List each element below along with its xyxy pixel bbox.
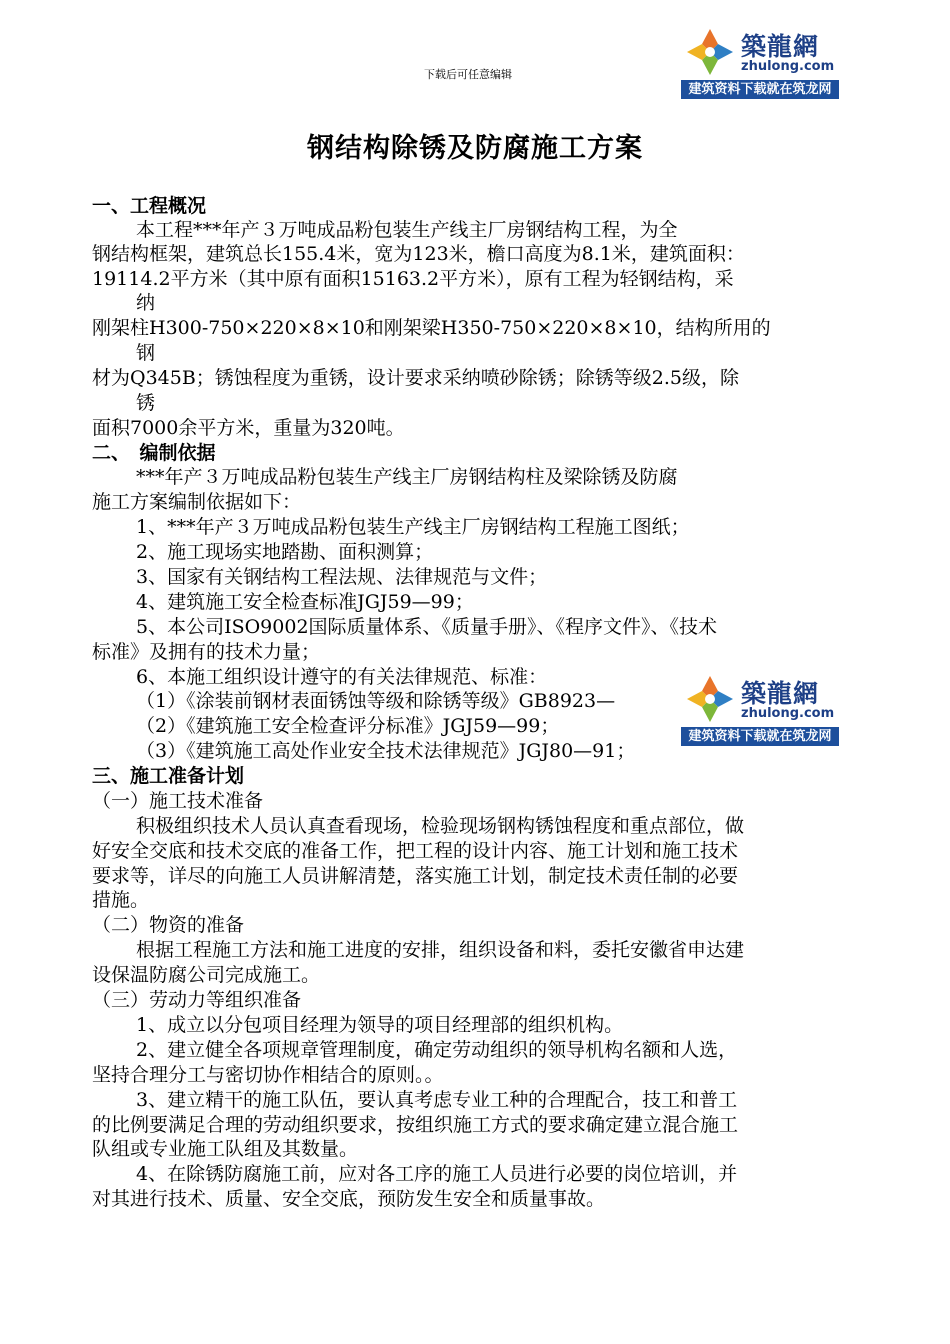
list-item: 3、建立精干的施工队伍，要认真考虑专业工种的合理配合，技工和普工 (136, 1089, 738, 1111)
list-item: 1、***年产３万吨成品粉包装生产线主厂房钢结构工程施工图纸； (136, 516, 690, 538)
paragraph-line: 根据工程施工方法和施工进度的安排，组织设备和料，委托安徽省申达建 (136, 939, 745, 961)
list-item: 标准》及拥有的技术力量； (92, 641, 321, 663)
list-item: 1、成立以分包项目经理为领导的项目经理部的组织机构。 (136, 1014, 624, 1036)
paragraph-line: 纳 (136, 292, 156, 314)
logo-zhulong (681, 670, 839, 747)
list-item: 6、本施工组织设计遵守的有关法律规范、标准： (136, 666, 548, 688)
document-title: 钢结构除锈及防腐施工方案 (307, 133, 643, 164)
list-item: 队组或专业施工队组及其数量。 (92, 1138, 359, 1160)
paragraph-line: 材为Q345B；锈蚀程度为重锈，设计要求采纳喷砂除锈；除锈等级2.5级，除 (92, 367, 740, 389)
paragraph-line: 面积7000余平方米，重量为320吨。 (92, 417, 405, 439)
section-heading: 三、施工准备计划 (92, 765, 245, 787)
logo-tagline: 建筑资料下载就在筑龙网 (681, 80, 839, 99)
paragraph-line: 19114.2平方米（其中原有面积15163.2平方米），原有工程为轻钢结构，采 (92, 268, 734, 290)
list-item: 坚持合理分工与密切协作相结合的原则。。 (92, 1064, 444, 1086)
list-item: 4、建筑施工安全检查标准JGJ59—99； (136, 591, 474, 613)
subsection-heading: （二）物资的准备 (92, 914, 245, 936)
list-item: （3）《建筑施工高处作业安全技术法律规范》JGJ80—91； (136, 740, 636, 762)
list-item: 5、本公司ISO9002国际质量体系、《质量手册》、《程序文件》、《技术 (136, 616, 718, 638)
logo-zhulong (681, 23, 839, 100)
paragraph-line: 施工方案编制依据如下： (92, 491, 302, 513)
section-heading: 一、工程概况 (92, 195, 207, 217)
zhulong-logo-icon (685, 674, 735, 724)
list-item: 2、建立健全各项规章管理制度，确定劳动组织的领导机构名额和人选， (136, 1039, 738, 1061)
paragraph-line: 钢结构框架，建筑总长155.4米，宽为123米，檐口高度为8.1米，建筑面积： (92, 243, 745, 265)
paragraph-line: 锈 (136, 392, 156, 414)
paragraph-line: 措施。 (92, 889, 150, 911)
list-item: 4、在除锈防腐施工前，应对各工序的施工人员进行必要的岗位培训，并 (136, 1163, 738, 1185)
paragraph-line: 好安全交底和技术交底的准备工作，把工程的设计内容、施工计划和施工技术 (92, 840, 739, 862)
list-item: （2）《建筑施工安全检查评分标准》JGJ59—99； (136, 715, 560, 737)
paragraph-line: ***年产３万吨成品粉包装生产线主厂房钢结构柱及梁除锈及防腐 (136, 466, 678, 488)
zhulong-logo-icon (685, 27, 735, 77)
logo-tagline: 建筑资料下载就在筑龙网 (681, 727, 839, 746)
paragraph-line: 积极组织技术人员认真查看现场，检验现场钢构锈蚀程度和重点部位，做 (136, 815, 745, 837)
paragraph-line: 设保温防腐公司完成施工。 (92, 964, 321, 986)
list-item: 的比例要满足合理的劳动组织要求，按组织施工方式的要求确定建立混合施工 (92, 1114, 739, 1136)
subsection-heading: （三）劳动力等组织准备 (92, 989, 302, 1011)
paragraph-line: 钢 (136, 342, 156, 364)
list-item: （1）《涂装前钢材表面锈蚀等级和除锈等级》GB8923— (136, 690, 616, 712)
paragraph-line: 本工程***年产３万吨成品粉包装生产线主厂房钢结构工程，为全 (136, 219, 678, 241)
subsection-heading: （一）施工技术准备 (92, 790, 264, 812)
list-item: 对其进行技术、质量、安全交底，预防发生安全和质量事故。 (92, 1188, 606, 1210)
header-note: 下载后可任意编辑 (424, 68, 512, 81)
logo-domain: zhulong.com (741, 706, 835, 721)
logo-name: 築龍網 (741, 679, 820, 708)
logo-name: 築龍網 (741, 32, 820, 61)
section-heading: 二、 编制依据 (92, 442, 216, 464)
paragraph-line: 要求等，详尽的向施工人员讲解清楚，落实施工计划，制定技术责任制的必要 (92, 865, 739, 887)
paragraph-line: 刚架柱H300-750×220×8×10和刚架梁H350-750×220×8×10，结构所用的 (92, 317, 771, 339)
list-item: 3、国家有关钢结构工程法规、法律规范与文件； (136, 566, 548, 588)
list-item: 2、施工现场实地踏勘、面积测算； (136, 541, 434, 563)
logo-domain: zhulong.com (741, 59, 835, 74)
